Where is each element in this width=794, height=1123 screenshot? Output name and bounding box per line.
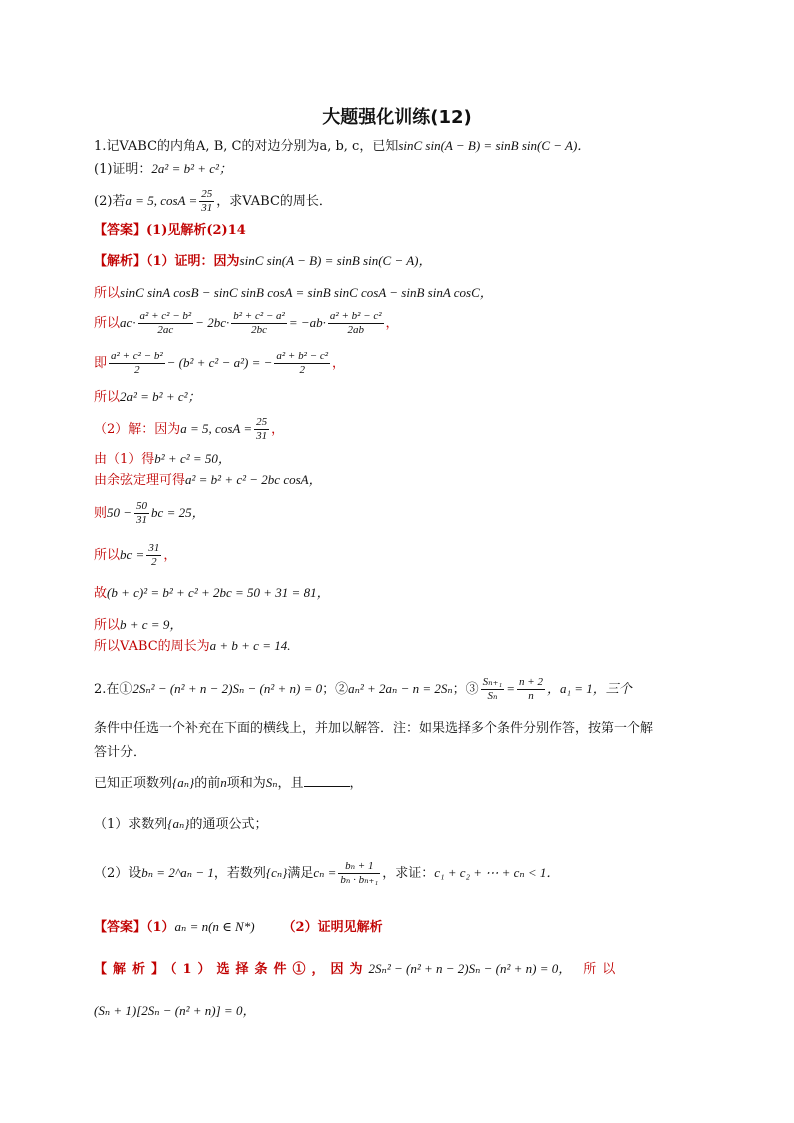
q2-condition-2: aₙ² + 2aₙ − n = 2Sₙ <box>348 681 453 696</box>
fill-in-blank <box>304 774 350 787</box>
page-title: 大题强化训练(12) <box>322 107 472 128</box>
q1-part2-prefix: (2)若 <box>94 194 126 209</box>
q1-stem-prefix: 1.记 <box>94 139 120 154</box>
a1-line3-frac2: $\frac{\text{b² + c² − a²}}{2bc}$ <box>233 310 285 336</box>
a1-answer: 【答案】(1)见解析(2)14 <box>94 223 246 238</box>
a1-line10-fraction: $\frac{31}{2}$ <box>148 542 160 568</box>
q1-part2 <box>94 188 332 215</box>
a1-line10: 所以bc = $\frac{31}{2}$ ， <box>94 542 177 568</box>
a1-line5: 所以2a² = b² + c²； <box>94 389 201 405</box>
q2-part2: （2）设bₙ = 2^aₙ − 1，若数列{cₙ}满足cₙ = $\frac{\text{bₙ + 1}}{\text{bₙ · bₙ₊₁}}$ ，求证：c₁ + c₂ + ⋯ + cₙ < 1． <box>94 860 560 886</box>
a2-answer-head: 【答案】（1） <box>94 920 175 935</box>
a1-line6: （2）解：因为a = 5, cosA = $\frac{25}{31}$ ， <box>94 416 285 442</box>
q2-line3: 答计分． <box>94 745 147 760</box>
q2-condition-3-frac1: $\frac{\text{Sₙ₊₁}}{\text{Sₙ}}$ <box>482 676 503 702</box>
a1-line7: 由（1）得b² + c² = 50， <box>94 451 231 467</box>
a1-line3-frac3: $\frac{\text{a² + b² − c²}}{2ab}$ <box>329 310 382 336</box>
q1-part2-fraction: $\frac{25}{31}$ <box>201 188 213 214</box>
q1-part1-math: 2a² = b² + c²； <box>151 161 232 176</box>
a2-analysis-head: 【解析】（1）选择条件①，因为 <box>94 962 369 977</box>
q2-condition-1: 2Sₙ² − (n² + n − 2)Sₙ − (n² + n) = 0 <box>132 681 323 696</box>
q1-part1 <box>94 160 232 179</box>
q2-part1: （1）求数列{aₙ}的通项公式； <box>94 816 268 832</box>
a1-analysis-head: 【解析】（1）证明：因为 <box>94 254 240 269</box>
a1-line4-frac1: $\frac{\text{a² + c² − b²}}{2}$ <box>111 350 163 376</box>
a1-line1-math: sinC sin(A − B) = sinB sin(C − A)， <box>239 253 432 268</box>
q1-part2-suffix: ，求VABC的周长． <box>216 194 332 209</box>
q1-stem <box>94 137 590 156</box>
q1-stem-equation: sinC sin(A − B) = sinB sin(C − A)． <box>398 138 591 153</box>
a1-line4-frac2: $\frac{\text{a² + b² − c²}}{2}$ <box>276 350 328 376</box>
a2-analysis-line2: (Sₙ + 1)[2Sₙ − (n² + n)] = 0， <box>94 1003 256 1018</box>
a1-line3-frac1: $\frac{\text{a² + c² − b²}}{2ac}$ <box>139 310 192 336</box>
q1-part2-math: a = 5, cosA = <box>125 193 198 208</box>
a2-answer-math: aₙ = n(n ∈ N*) <box>174 919 255 934</box>
a2-analysis-line1: 【解析】（1）选择条件①，因为2Sₙ² − (n² + n − 2)Sₙ − (n² + n) = 0， 所以 <box>94 961 622 977</box>
a2-answer-part2: （2）证明见解析 <box>282 920 383 935</box>
a1-line12: 所以b + c = 9， <box>94 617 183 633</box>
a1-line13: 所以VABC的周长为a + b + c = 14. <box>94 638 291 654</box>
a1-line1 <box>94 252 432 271</box>
q2-line1: 2.在①2Sₙ² − (n² + n − 2)Sₙ − (n² + n) = 0；②aₙ² + 2aₙ − n = 2Sₙ；③ $\frac{\text{Sₙ₊₁}}{\text{Sₙ}}$ = $\frac{n + 2}{n}$ ，a₁ = 1，三个 <box>94 676 632 702</box>
q2-part2-fraction: $\frac{\text{bₙ + 1}}{\text{bₙ · bₙ₊₁}}$ <box>340 860 379 886</box>
q2-line2: 条件中任选一个补充在下面的横线上，并加以解答．注：如果选择多个条件分别作答，按第一个解 <box>94 721 654 736</box>
a1-line4: 即 $\frac{\text{a² + c² − b²}}{2}$ − (b² + c² − a²) = − $\frac{\text{a² + b² − c²}}{2}$ ， <box>94 350 346 376</box>
a1-line2-math: sinC sinA cosB − sinC sinB cosA = sinB sinC cosA − sinB sinA cosC， <box>120 285 493 300</box>
a1-line6-fraction: $\frac{25}{31}$ <box>256 416 268 442</box>
a1-line11: 故(b + c)² = b² + c² + 2bc = 50 + 31 = 81， <box>94 585 330 601</box>
a1-line3: 所以ac· $\frac{\text{a² + c² − b²}}{2ac}$ − 2bc· $\frac{\text{b² + c² − a²}}{2bc}$ = −ab· $\frac{\text{a² + b² − c²}}{2ab}$ ， <box>94 310 399 336</box>
q1-stem-text: VABC的内角A, B, C的对边分别为a, b, c，已知 <box>119 139 399 154</box>
q2-line4: 已知正项数列{aₙ}的前n项和为Sₙ，且 ， <box>94 775 363 791</box>
q2-condition-3-frac2: $\frac{n + 2}{n}$ <box>519 676 543 702</box>
q1-part1-text: (1)证明： <box>94 162 152 177</box>
a1-line9-fraction: $\frac{50}{31}$ <box>136 500 148 526</box>
a2-answer <box>94 918 383 937</box>
a1-line9: 则50 − $\frac{50}{31}$ bc = 25， <box>94 500 205 526</box>
a1-line2: 所以sinC sinA cosB − sinC sinB cosA = sinB sinC cosA − sinB sinA cosC， <box>94 285 493 301</box>
a1-line8: 由余弦定理可得a² = b² + c² − 2bc cosA， <box>94 472 322 488</box>
